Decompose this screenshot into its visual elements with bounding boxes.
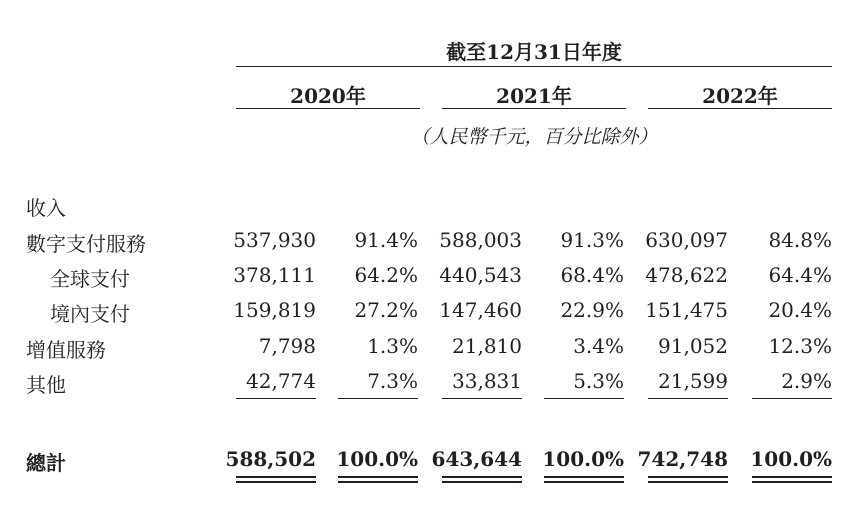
total-double-rule-2021-amount — [442, 476, 522, 483]
value-2022-percent: 2.9% — [781, 369, 832, 393]
row-label: 境內支付 — [50, 302, 130, 326]
total-2022-amount: 742,748 — [637, 447, 728, 471]
table-row-global-payment — [0, 263, 864, 293]
value-2022-percent: 64.4% — [768, 263, 832, 287]
value-2021-percent: 91.3% — [560, 228, 624, 252]
value-2020-amount: 378,111 — [233, 263, 316, 287]
value-2020-amount: 42,774 — [246, 369, 316, 393]
value-2022-amount: 151,475 — [645, 298, 728, 322]
period-underline — [236, 66, 832, 67]
total-double-rule-2022-amount — [648, 476, 728, 483]
year-underline-2020 — [236, 108, 420, 109]
subtotal-rule-2022-percent — [752, 398, 832, 399]
value-2021-amount: 147,460 — [439, 298, 522, 322]
total-double-rule-2021-percent — [544, 476, 624, 483]
table-row-digital-payment — [0, 228, 864, 258]
row-label: 其他 — [26, 373, 66, 397]
section-label-revenue: 收入 — [26, 196, 66, 220]
value-2022-percent: 20.4% — [768, 298, 832, 322]
value-2022-percent: 84.8% — [768, 228, 832, 252]
value-2021-percent: 3.4% — [573, 334, 624, 358]
subtotal-rule-2021-percent — [544, 398, 624, 399]
year-underline-2022 — [648, 108, 832, 109]
row-label: 增值服務 — [26, 338, 106, 362]
value-2022-amount: 478,622 — [645, 263, 728, 287]
year-underline-2021 — [442, 108, 626, 109]
subtotal-rule-2022-amount — [648, 398, 728, 399]
total-2021-amount: 643,644 — [431, 447, 522, 471]
value-2020-percent: 7.3% — [367, 369, 418, 393]
year-header-2020: 2020年 — [290, 84, 366, 108]
value-2021-percent: 68.4% — [560, 263, 624, 287]
table-row-value-added-services — [0, 334, 864, 364]
value-2022-amount: 91,052 — [658, 334, 728, 358]
value-2021-amount: 21,810 — [452, 334, 522, 358]
value-2020-percent: 1.3% — [367, 334, 418, 358]
row-label: 全球支付 — [50, 267, 130, 291]
year-header-2021: 2021年 — [496, 84, 572, 108]
value-2020-percent: 27.2% — [354, 298, 418, 322]
value-2021-amount: 588,003 — [439, 228, 522, 252]
total-double-rule-2022-percent — [752, 476, 832, 483]
value-2021-percent: 22.9% — [560, 298, 624, 322]
subtotal-rule-2021-amount — [442, 398, 522, 399]
total-2020-amount: 588,502 — [225, 447, 316, 471]
value-2020-percent: 91.4% — [354, 228, 418, 252]
value-2022-amount: 630,097 — [645, 228, 728, 252]
table-row-total — [0, 447, 864, 477]
table-row-domestic-payment — [0, 298, 864, 328]
value-2022-percent: 12.3% — [768, 334, 832, 358]
subtotal-rule-2020-amount — [236, 398, 316, 399]
total-2021-percent: 100.0% — [542, 447, 624, 471]
total-label: 總計 — [26, 451, 66, 475]
table-row-others — [0, 369, 864, 399]
total-2022-percent: 100.0% — [750, 447, 832, 471]
total-double-rule-2020-percent — [338, 476, 418, 483]
value-2022-amount: 21,599 — [658, 369, 728, 393]
period-header: 截至12月31日年度 — [446, 40, 622, 64]
value-2021-amount: 33,831 — [452, 369, 522, 393]
value-2020-amount: 159,819 — [233, 298, 316, 322]
total-2020-percent: 100.0% — [336, 447, 418, 471]
subtotal-rule-2020-percent — [338, 398, 418, 399]
total-double-rule-2020-amount — [236, 476, 316, 483]
value-2020-amount: 537,930 — [233, 228, 316, 252]
row-label: 數字支付服務 — [26, 232, 146, 256]
value-2020-amount: 7,798 — [258, 334, 316, 358]
unit-note: （人民幣千元，百分比除外） — [410, 126, 658, 148]
value-2021-percent: 5.3% — [573, 369, 624, 393]
year-header-2022: 2022年 — [702, 84, 778, 108]
value-2021-amount: 440,543 — [439, 263, 522, 287]
value-2020-percent: 64.2% — [354, 263, 418, 287]
